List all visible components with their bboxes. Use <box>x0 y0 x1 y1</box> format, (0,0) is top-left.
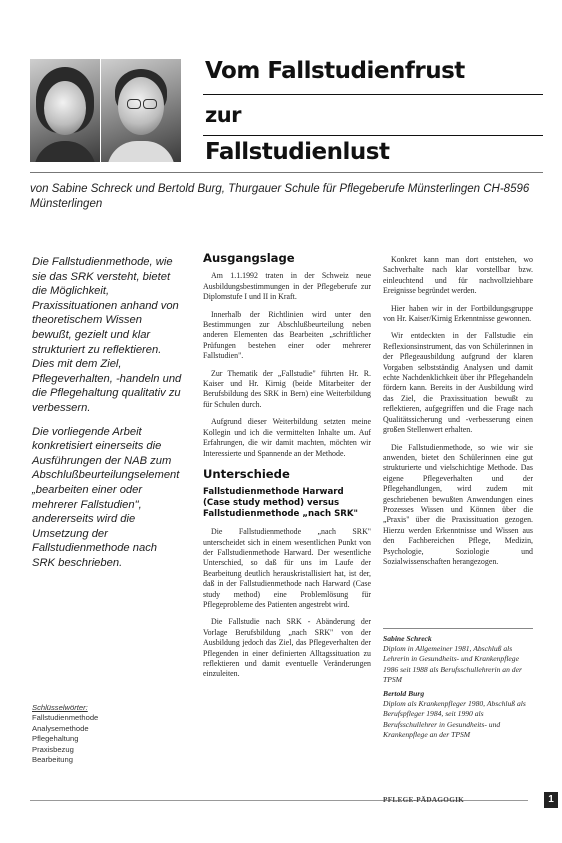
lead-paragraph-2: Die vorliegende Arbeit konkretisiert einerseits die Ausführungen der NAB zum Abschlußbeurteilungselement „bearbeiten einer oder mehrerer Fallstudien", andererseits wird die Umsetzung der Fallstudienmethode nach SRK beschrieben. <box>32 425 180 569</box>
body-paragraph: Die Fallstudienmethode, so wie wir sie anwenden, bietet den Schülerinnen eine gut strukturierte und vielschichtige Methode. Das eigene Pflegeverhalten und der Pflegehandlungen, wird zudem mit geschriebenen bewußten Anwendungen eines Prozesses Wissen und Können über die „Praxis" über die Praxissituation gezogen. Hierzu werden Erkenntnisse und Wissen aus den Fachbereichen Pflege, Medizin, Psychologie, Soziologie und Sozialwissenschaften herangezogen. <box>383 442 533 566</box>
title-line-3: Fallstudienlust <box>205 139 390 165</box>
keyword-item: Analysemethode <box>32 723 89 733</box>
section-heading-ausgangslage: Ausgangslage <box>203 251 295 265</box>
article-column-3 <box>383 255 533 574</box>
bio-text-schreck: Diplom in Allgemeiner 1981, Abschluß als Lehrerin in Gesundheits- und Krankenpflege 1986 seit 1988 als Berufsschullehrerin an der TPSM <box>383 644 522 684</box>
body-paragraph: Die Fallstudie nach SRK - Abänderung der Vorlage Berufsbildung „nach SRK" von der Ausbildung jedoch das Ziel, das Pflegeverhalten der Pflegenden in einer definierten Alltagssituation zu reflektieren und damit eventuelle Veränderungen einzuleiten. <box>203 617 371 679</box>
keywords-title: Schlüsselwörter: <box>32 703 88 712</box>
body-paragraph: Am 1.1.1992 traten in der Schweiz neue Ausbildungsbestimmungen in der Pflegeberufe zur Diplomstufe I und II in Kraft. <box>203 271 371 302</box>
title-line-2: zur <box>205 103 242 127</box>
bio-name-schreck: Sabine Schreck <box>383 634 432 643</box>
article-column-2 <box>203 253 371 687</box>
title-line-1: Vom Fallstudienfrust <box>205 58 465 84</box>
lead-abstract <box>32 255 182 579</box>
keyword-item: Praxisbezug <box>32 744 74 754</box>
title-rule-3 <box>30 172 543 173</box>
subsection-heading: Fallstudienmethode Harward (Case study method) versus Fallstudienmethode „nach SRK" <box>203 487 359 519</box>
body-paragraph: Die Fallstudienmethode „nach SRK" unterscheidet sich in einem wesentlichen Punkt von der Fallstudienmethode Harward. Der wesentliche Unterschied, so daß für uns im Laufe der Bearbeitung deutlich herauskristallisiert hat, ist der, daß in der Fallstudienmethode nach Harward (Case study method) eine Problemlösung für Pflegeprobleme des Patienten angestrebt wird. <box>203 527 371 609</box>
keyword-item: Pflegehaltung <box>32 734 79 744</box>
bio-rule <box>383 628 533 629</box>
journal-name: PFLEGE-PÄDAGOGIK <box>383 796 465 804</box>
bio-text-burg: Diplom als Krankenpfleger 1980, Abschluß als Berufspfleger 1984, seit 1990 als Berufsschullehrer in Gesundheits- und Krankenpflege an der TPSM <box>383 699 526 739</box>
page-number: 1 <box>544 792 558 808</box>
body-paragraph: Hier haben wir in der Fortbildungsgruppe von Hr. Kaiser/Kirnig Erkenntnisse gewonnen. <box>383 303 533 324</box>
lead-paragraph-1: Die Fallstudienmethode, wie sie das SRK versteht, bietet die Möglichkeit, Praxissituationen anhand von theoretischem Wissen bewußt, gezielt und klar strukturiert zu reflektieren. Dies mit dem Ziel, Pflegeverhalten, -handeln und die Pflegehaltung qualitativ zu verbessern. <box>32 256 182 414</box>
body-paragraph: Aufgrund dieser Weiterbildung setzten meine Kollegin und ich die vermittelten Inhalte um. Auf Erfahrungen, die wir damit machten, möchten wir Interessierte und Spannende an der Methode. <box>203 417 371 458</box>
author-bios <box>383 634 533 740</box>
title-rule-2 <box>203 135 543 136</box>
title-rule-1 <box>203 94 543 95</box>
body-paragraph: Konkret kann man dort entstehen, wo Sachverhalte nach klar vorstellbar bzw. einleuchtend und für nachvollziehbare Ereignisse begründet werden. <box>383 255 533 296</box>
bio-name-burg: Bertold Burg <box>383 689 425 699</box>
keyword-item: Fallstudienmethode <box>32 713 99 723</box>
body-paragraph: Wir entdeckten in der Fallstudie ein Reflexionsinstrument, das von Schülerinnen in der Pflegeausbildung aufgrund der klaren Vorgaben selbstständig Analysen und damit echte Nachdenklichkeit über ihr Pflegehandeln fördern kann. Bereits in der Ausbildung wird das Ziel, die Praxissituation bewußt zu reflektieren, aufgegriffen und die Frage nach Qualitätssicherung und -verbesserung einen großen Stellenwert erhalten. <box>383 331 533 435</box>
body-paragraph: Zur Thematik der „Fallstudie" führten Hr. R. Kaiser und Hr. Kirnig (beide Mitarbeiter der Berufsbildung des SRK in Bern) eine Weiterbildung für Schulen durch. <box>203 368 371 409</box>
author-photo-burg <box>101 59 181 162</box>
keywords-box <box>32 703 152 765</box>
author-photo-schreck <box>30 59 100 162</box>
author-line: von Sabine Schreck und Bertold Burg, Thurgauer Schule für Pflegeberufe Münsterlingen CH-8596 Münsterlingen <box>30 183 530 210</box>
keyword-item: Bearbeitung <box>32 755 73 765</box>
body-paragraph: Innerhalb der Richtlinien wird unter den Bestimmungen zur Abschlußbeurteilung neben anderen Elementen das Bearbeiten „schriftlicher Prüfungen bestehen einer oder mehrerer Fallstudien". <box>203 309 371 361</box>
section-heading-unterschiede: Unterschiede <box>203 466 290 481</box>
